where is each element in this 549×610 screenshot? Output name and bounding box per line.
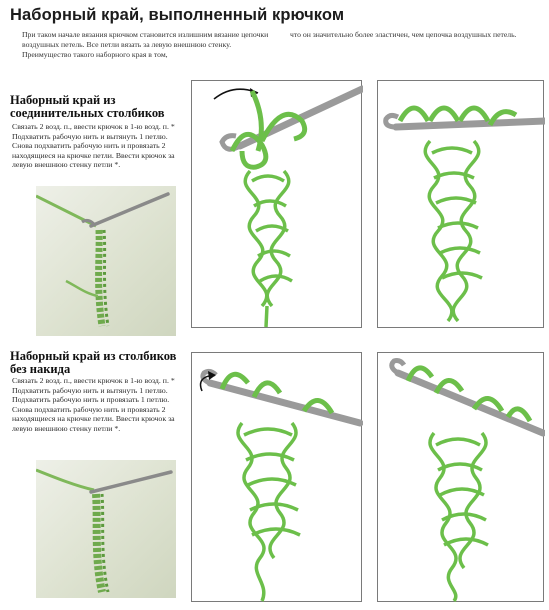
- intro-text-left: При таком начале вязания крючком становится излишним вязание цепочки воздушных петель. Все петли вязать за левую внешнюю стенку. Преимущество такого наборного края в том,: [22, 30, 269, 59]
- crochet-hook-icon: [210, 383, 360, 423]
- section-2-diagram-step-1: [191, 352, 362, 602]
- section-2-title: Наборный край из столбиков без накида: [10, 349, 177, 376]
- section-1-photo: [36, 186, 176, 336]
- page-title: Наборный край, выполненный крючком: [10, 6, 345, 24]
- section-1-diagram-step-1: [191, 80, 362, 328]
- section-2-diagram-step-2: [377, 352, 544, 602]
- crochet-hook-icon: [398, 373, 543, 433]
- section-1-diagram-step-2: [377, 80, 544, 328]
- intro-text-right: что он значительно более эластичен, чем цепочка воздушных петель.: [290, 30, 517, 39]
- crochet-hook-icon: [396, 121, 545, 127]
- section-1-title: Наборный край из соединительных столбиков: [10, 93, 165, 120]
- section-1-instructions: Связать 2 возд. п., ввести крючок в 1-ю возд. п. * Подхватить рабочую нить и вытянуть 1 петлю. Снова подхватить рабочую нить и провязать 2 находящиеся на крючке петли. Ввести крючок за левую внешнюю стенку петли *.: [12, 122, 175, 170]
- section-2-instructions: Связать 2 возд. п., ввести крючок в 1-ю возд. п. * Подхватить рабочую нить и вытянуть 1 петлю. Подхватить рабочую нить и провязать 1 петлю. Снова подхватить рабочую нить и провязать 2 находящиеся на крючке петли. Ввести крючок за левую внешнюю стенку петли *.: [12, 376, 175, 433]
- section-2-photo: [36, 460, 176, 598]
